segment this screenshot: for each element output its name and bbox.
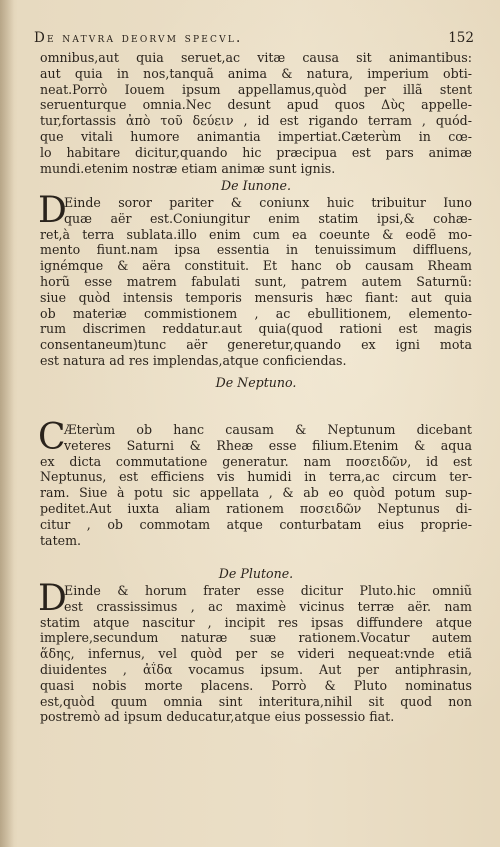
text-line: Neptunus, est efficiens vis humidi in terra,ac circum ter-: [40, 469, 472, 485]
paragraph-iunone: [38, 190, 472, 369]
text-line: Einde soror pariter & coniunx huic tribuitur Iuno: [64, 195, 472, 210]
paragraph-iove: [40, 50, 472, 176]
gutter-shadow: [0, 0, 14, 847]
text-line: est,quòd quum omnia sint interitura,nihil sit quod non: [40, 693, 472, 709]
text-line: citur , ob commotam atque conturbatam eius proprie-: [40, 516, 472, 532]
text-line: quasi nobis morte placens. Porrò & Pluto nominatus: [40, 677, 472, 693]
drop-cap-c: C: [38, 417, 66, 458]
text-line: implere,secundum naturæ suæ rationem.Vocatur autem: [40, 630, 472, 646]
text-line: ex dicta commutatione generatur. nam ποσειδῶν, id est: [40, 453, 472, 469]
text-line: est natura ad res implendas,atque conficiendas.: [40, 352, 347, 368]
text-line: rum discrimen reddatur.aut quia(quod rationi est magis: [40, 321, 472, 337]
text-line: aut quia in nos,tanquã anima & natura, imperium obti-: [40, 65, 472, 81]
text-line: siue quòd intensis temporis mensuris hæc fiant: aut quia: [40, 289, 472, 305]
text-line: est crassissimus , ac maximè vicinus terræ aër. nam: [64, 598, 472, 614]
text-line: omnibus,aut quia seruet,ac vitæ causa sit animantibus:: [40, 50, 472, 65]
text-line: peditet.Aut iuxta aliam rationem ποσειδῶν Neptunus di-: [40, 500, 472, 516]
text-line: statim atque nascitur , incipit res ipsas diffundere atque: [40, 614, 472, 630]
section-heading-plutone: De Plutone.: [218, 566, 294, 581]
text-line: diuidentes , ἀΐδα vocamus ipsum. Aut per antiphrasin,: [40, 661, 472, 677]
text-line: Æterùm ob hanc causam & Neptunum dicebant: [64, 422, 472, 437]
text-line: mento fiunt.nam ipsa essentia in tenuissimum diffluens,: [40, 242, 472, 258]
text-line: Einde & horum frater esse dicitur Pluto.hic omniũ: [64, 583, 472, 598]
text-line: ob materiæ commistionem , ac ebullitionem, elemento-: [40, 305, 472, 321]
running-title: De natvra deorvm specvl.: [34, 30, 243, 46]
section-heading-neptuno: De Neptuno.: [215, 375, 297, 390]
text-line: ἅδης, infernus, vel quòd per se videri nequeat:vnde etiã: [40, 646, 472, 662]
text-line: tatem.: [40, 532, 82, 548]
text-line: ret,à terra sublata.illo enim cum ea coeunte & eodẽ mo-: [40, 226, 472, 242]
text-line: neat.Porrò Iouem ipsum appellamus,quòd per illã stent: [40, 81, 472, 97]
text-line: horũ esse matrem fabulati sunt, patrem autem Saturnũ:: [40, 273, 472, 289]
text-line: mundi.etenim nostræ etiam animæ sunt ignis.: [40, 160, 336, 176]
paragraph-neptuno: [38, 417, 472, 548]
text-line: tur,fortassis ἀπὸ τοῦ δεύειν , id est rigando terram , quód-: [40, 113, 472, 129]
text-line: quæ aër est.Coniungitur enim statim ipsi,& cohæ-: [64, 210, 472, 226]
text-line: ram. Siue à potu sic appellata , & ab eo quòd potum sup-: [40, 485, 472, 501]
running-header: [34, 30, 474, 46]
section-heading-iunone: De Iunone.: [221, 178, 291, 193]
text-line: postremò ad ipsum deducatur,atque eius possessio fiat.: [40, 709, 395, 725]
drop-cap-d: D: [38, 190, 67, 231]
paragraph-plutone: [38, 578, 472, 725]
text-line: consentaneum)tunc aër generetur,quando ex igni mota: [40, 337, 472, 353]
page-number: 152: [448, 30, 474, 46]
text-line: seruenturque omnia.Nec desunt apud quos Δὺς appelle-: [40, 97, 472, 113]
text-line: que vitali humore animantia impertiat.Cæterùm in cœ-: [40, 128, 472, 144]
text-line: ignémque & aëra constituit. Et hanc ob causam Rheam: [40, 258, 472, 274]
text-line: lo habitare dicitur,quando hic præcipua est pars animæ: [40, 144, 472, 160]
text-line: veteres Saturni & Rheæ esse filium.Etenim & aqua: [64, 437, 472, 453]
drop-cap-d: D: [38, 578, 67, 619]
